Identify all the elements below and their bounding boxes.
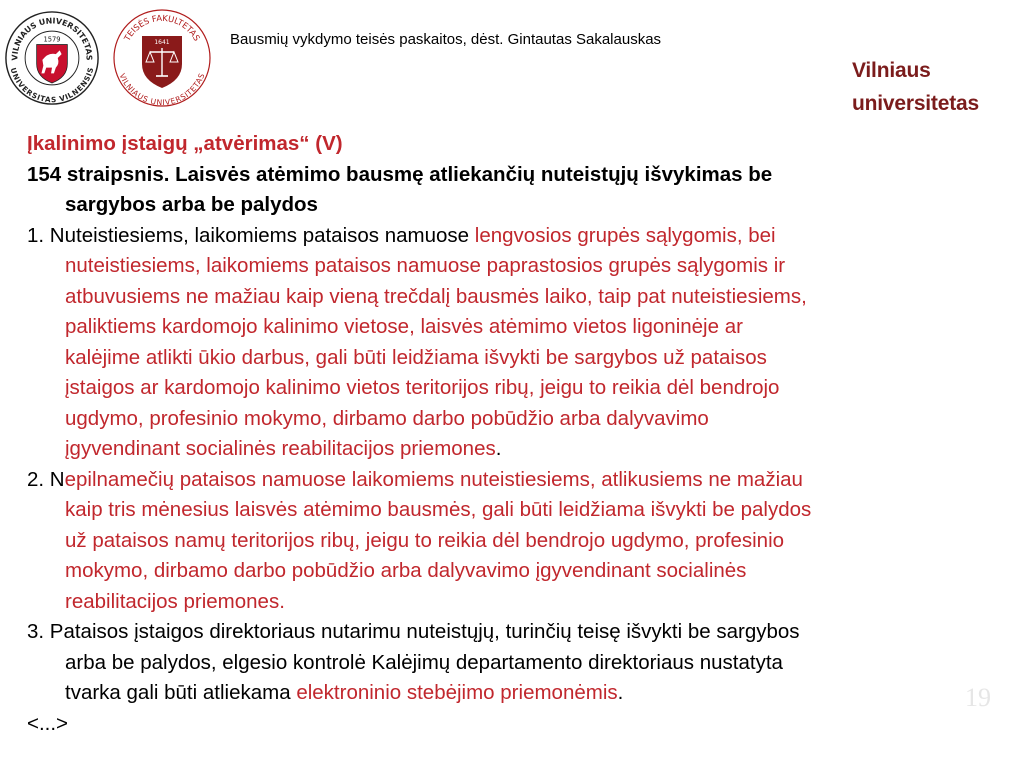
law-seal-year: 1641: [154, 39, 170, 46]
slide-number: 19: [965, 683, 991, 712]
article-heading-cont: sargybos arba be palydos: [65, 193, 318, 216]
paragraph-1-line: įstaigos ar kardomojo kalinimo vietos teritorijos ribų, jeigu to reikia dėl bendrojo: [65, 376, 780, 399]
slide-content: [27, 129, 1007, 739]
highlight-span: įgyvendinant socialinės reabilitacijos priemones: [65, 437, 496, 460]
paragraph-3-line: arba be palydos, elgesio kontrolė Kalėjimų departamento direktoriaus nustatyta: [65, 650, 783, 674]
brand-line-2: universitetas: [852, 92, 979, 115]
paragraph-2-line: reabilitacijos priemones.: [65, 589, 285, 613]
vu-seal-bottom-text: UNIVERSITAS VILNENSIS: [8, 66, 96, 105]
brand-line-1: Vilniaus: [852, 59, 931, 82]
paragraph-1-line: kalėjime atlikti ūkio darbus, gali būti leidžiama išvykti be sargybos už pataisos: [65, 345, 767, 369]
vilnius-university-seal-logo: [4, 10, 100, 106]
highlight-span: epilnamečių pataisos namuose laikomiems nuteistiesiems, atlikusiems ne mažiau: [64, 467, 803, 491]
paragraph-1-line: paliktiems kardomojo kalinimo vietose, laisvės atėmimo vietos ligoninėje ar: [65, 315, 743, 338]
highlight-span: lengvosios grupės sąlygomis, bei: [474, 223, 776, 247]
paragraph-3-line: [27, 678, 1007, 709]
text-span: .: [495, 437, 502, 460]
paragraph-1-line: [27, 221, 1007, 252]
course-header-text: Bausmių vykdymo teisės paskaitos, dėst. Gintautas Sakalauskas: [230, 31, 662, 48]
text-span: tvarka gali būti atliekama: [65, 681, 297, 704]
article-heading: 154 straipsnis. Laisvės atėmimo bausmę atliekančių nuteistųjų išvykimas be: [27, 162, 773, 186]
paragraph-1-line: atbuvusiems ne mažiau kaip vieną trečdalį bausmės laiko, taip pat nuteistiesiems,: [65, 284, 807, 308]
text-span: 2. N: [27, 467, 65, 491]
highlight-span: elektroninio stebėjimo priemonėmis: [296, 681, 618, 704]
ellipsis-marker: <...>: [27, 711, 69, 735]
slide-title: Įkalinimo įstaigų „atvėrimas“ (V): [27, 132, 343, 155]
paragraph-3-line: 3. Pataisos įstaigos direktoriaus nutarimu nuteistųjų, turinčių teisę išvykti be sargybos: [27, 620, 800, 643]
paragraph-2-line: už pataisos namų teritorijos ribų, jeigu to reikia dėl bendrojo ugdymo, profesinio: [65, 528, 785, 552]
paragraph-1-line: [27, 434, 1007, 465]
law-seal-top-text: TEISĖS FAKULTETAS: [121, 12, 203, 43]
vu-seal-top-text: VILNIAUS UNIVERSITETAS: [10, 16, 94, 61]
law-faculty-seal-logo: [112, 8, 212, 108]
paragraph-2-line: kaip tris mėnesius laisvės atėmimo bausmės, gali būti leidžiama išvykti be palydos: [65, 498, 812, 521]
paragraph-2-line: [27, 465, 1007, 496]
paragraph-2-line: mokymo, dirbamo darbo pobūdžio arba dalyvavimo įgyvendinant socialinės: [65, 559, 747, 582]
vu-seal-year: 1579: [43, 35, 61, 44]
university-brand: [852, 54, 979, 120]
paragraph-1-line: nuteistiesiems, laikomiems pataisos namuose paprastosios grupės sąlygomis ir: [65, 254, 786, 277]
text-span: .: [617, 681, 624, 704]
law-seal-bottom-text: VILNIAUS UNIVERSITETAS: [117, 72, 207, 108]
text-span: 1. Nuteistiesiems, laikomiems pataisos namuose: [27, 223, 475, 247]
paragraph-1-line: ugdymo, profesinio mokymo, dirbamo darbo pobūdžio arba dalyvavimo: [65, 406, 709, 430]
